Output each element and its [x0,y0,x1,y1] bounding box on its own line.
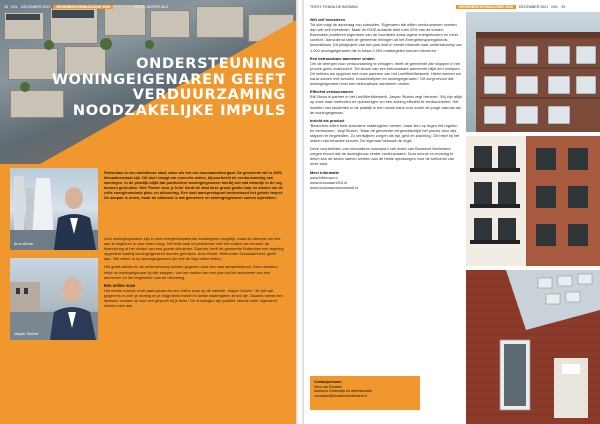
brick-building-photo [466,270,600,424]
portrait-jasper-stuiver [10,258,98,340]
contact-role: Adviseur Onderwijs en arbeidsmarkt [314,389,372,394]
section-text: 'Bewoners willen best duurzame maatregelen nemen, maar zien op tegen het regelen en verbouwen,' zegt Stuiver. 'Maar de gemeente vergemakkelijkt het proces door alle stappen te begeleiden. Zo verdwijnen zorgen als tijd, geld en planning.' Dit helpt bij het maken van bewuste keuzes. De eigenaar behoudt de regie. [310,122,460,144]
portrait1-caption: Arno Bonte [14,242,33,246]
right-running-header: REGENERATIEMAGAZINE 2030 DECEMBER 2021 NVL 29 [456,3,568,11]
section-text: BIK Bouw is partner in het LeefWerkNetwerk. Jasper Stuiver zegt hierover: 'Wij zijn altijd op zoek naar methoden en oplossingen om een woning efficiënt te verduurzamen. Het inzetten van studenten in de praktijk is een mooie kans voor zowel de jonge vakman als de woningeigenaar.' [310,94,462,115]
link-bikbouw[interactable]: www.bikbouw.nl [310,174,338,180]
left-running-header: 28 NVL DECEMBER 2021 REGENERATIEMAGAZINE 2030 FOTO: JASPER BLIJ [4,5,169,9]
section-heading: Een betrouwbare aannemer vinden [310,55,375,61]
article-intro: Rotterdam is een ambitieuze stad, zeker als het om duurzaamheid gaat. De gemeente wil in 2050 klimaatneutraal zijn. Dit doel vraagt om concrete acties, bijvoorbeeld de verduurzaming van woningen. In de praktijk blijkt dat particuliere woningeigenaren hierbij wel wat steuntje in de rug kunnen gebruiken. Met 'Power voor je huis' biedt de stad deze groep gratis hulp en advies om de zelfs energieneutrale plan- en uitvoering. Een vast aanspreekpunt ondersteunt het gehele traject. De aanpak is uniek, maar de uitkomst is dat gemeente en woningeigenaren samen optrekken. [104,170,284,201]
right-page [304,0,600,424]
body-paragraph: Het eerste contact vindt vaak plaats via een online scan op de website. Jasper Stuiver: 'Je vult wat gegevens in over je woning en je krijgt direct inzicht in welke maatregelen zinvol zijn. Daarna neemt een adviseur contact op voor een gesprek bij je thuis.' De ervaringen zijn positief, steeds meer eigenaren melden zich aan. [104,287,283,309]
more-info-heading: Meer informatie [310,169,339,175]
portrait2-caption: Jasper Stuiver [14,332,39,336]
contact-email[interactable]: v.bouwen@bouwendnederland.nl [314,393,368,398]
spread-gutter [296,0,304,424]
right-text-column [310,14,462,190]
contact-box [310,376,420,410]
body-paragraph: Voor woningeigenaren zijn er veel energiebesparende maatregelen mogelijk, maar de drempel om hier aan te beginnen is voor velen hoog. Het leidt vaak tot problemen met het maken van keuzes, de financiering of het vinden van een goede uitvoerder. Daarom heeft de gemeente Rotterdam een regeling opgesteld waarbij woningeigenaren worden geholpen. Arno Bonte, Wethouder Duurzaamheid, geeft aan: 'We zetten in op woningeigenaren die zelf de stap willen zetten.' [104,236,284,262]
apartment-building-photo-2 [466,136,600,266]
section-heading: Inzicht als product [310,117,345,123]
body-paragraph: Het gratis advies en de ondersteuning worden gegeven door een vast aanspreekpunt. Deze adviseur helpt de woningeigenaar bij alle stappen: van het maken van een plan tot het selecteren van een aannemer en het begeleiden van de uitvoering. [104,264,278,280]
right-header-credit: TEKST: FENNA DE BONNNG [310,5,358,9]
section-heading: Wél zelf investeren [310,17,346,22]
contact-name: Vera van Bouwen [314,384,343,389]
article-headline: ONDERSTEUNING WONINGEIGENAREN GEEFT VERDUURZAMING NOODZAKELIJKE IMPULS [51,55,286,119]
section-heading: Efficiënt verduurzamen [310,89,354,95]
section-text: Tot slot volgt de aanvraag van subsidies. 'Eigenaren die willen verduurzamen moeten dan wel zelf investeren. Maar de ISDE-subsidie dekt ruim 20% van de kosten. Bovendien profiteren eigenaren van de voordelen zoals lagere energiekosten en meer comfort.' Aanvullend stelt de gemeente leningen uit het Energiebesparingsfonds beschikbaar. Dit pilotproject van een jaar leidt in eerste instantie naar ondersteuning van 1.000 woningeigenaren die in totaal 2.000 maatregelen kunnen uitvoeren. [310,22,462,53]
section-text: Om de drempel voor verduurzaming te verlagen, heeft de gemeente alle stappen in het proces goed onderzocht. 'De keuze van een betrouwbare aannemer blijkt een knelpunt. Dit hebben we opgelost met onze partners van het LeefWerkNetwerk. Hierin werken we nauw samen met scholen, bouwbedrijven en woningeigenaren.' Dit zorgt ervoor dat woningeigenaren snel een betrouwbare aannemer vinden. [310,60,461,87]
left-body-column [104,236,284,308]
section-text: Deze voorbeelden van innovatieve concepten van leden van Bouwend Nederland zorgen ervoor dat de woningbouw verder verduurzaamt. Door kennis en ervaring te delen kan de sector samen werken aan de beste oplossingen voor de toekomst van onze stad. [310,146,455,167]
link-duurzaam010[interactable]: www.duurzaam010.nl [310,179,348,185]
portrait-arno-bonte [10,168,98,250]
link-duurzaambouwenkit[interactable]: www.duurzaambouwenkit.nl [310,184,359,190]
contact-label: Contactpersoon [314,380,342,384]
subheading: Een online scan [104,282,136,288]
left-page [0,0,296,424]
apartment-building-photo-1 [466,12,600,132]
